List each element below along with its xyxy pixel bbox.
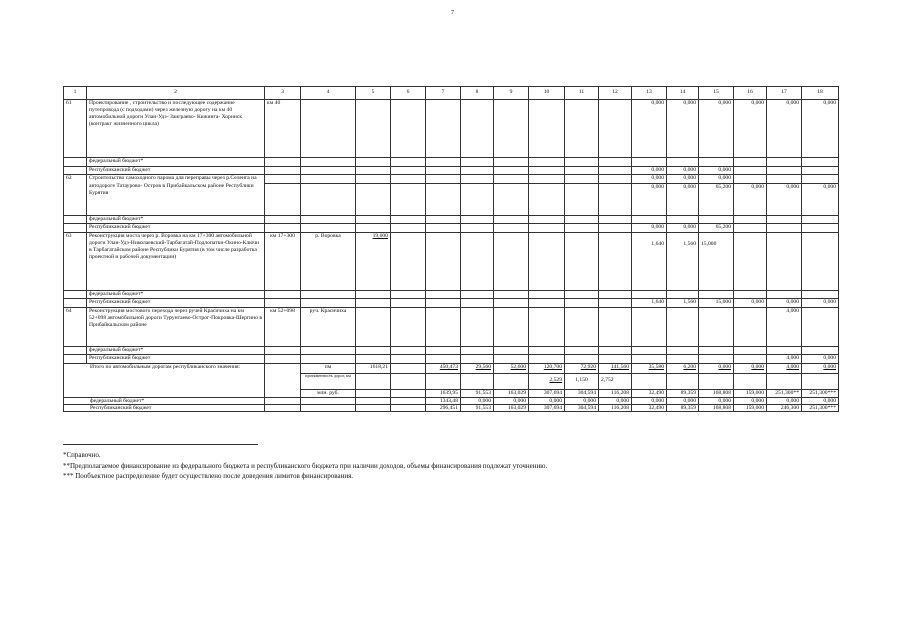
location-cell: км 40	[265, 100, 301, 158]
table-row	[64, 299, 839, 308]
header-cell: 13	[632, 87, 667, 100]
value-cell: 307,694	[529, 405, 565, 412]
budget-label: федеральный бюджет*	[87, 215, 265, 224]
header-cell: 17	[767, 87, 802, 100]
table-row	[64, 158, 839, 167]
header-cell: 6	[391, 87, 426, 100]
budget-label: Республиканский бюджет	[64, 405, 265, 412]
value-cell: 0,000	[667, 183, 699, 215]
value-cell: 0,000	[767, 299, 802, 308]
budget-label: федеральный бюджет*	[87, 346, 265, 355]
page-number: 7	[451, 10, 454, 16]
table-row	[64, 355, 839, 364]
budget-label: федеральный бюджет*	[64, 398, 265, 405]
value-cell: 0,000	[734, 299, 767, 308]
value-cell: 159,000	[734, 405, 767, 412]
table-row	[64, 100, 839, 158]
header-cell: 7	[426, 87, 461, 100]
value-cell: 296,451	[426, 405, 461, 412]
table-row	[64, 175, 839, 184]
value-cell: 0,000	[699, 363, 734, 373]
value-cell: 65,200	[699, 224, 734, 233]
value-cell: 1639,95	[426, 389, 461, 398]
value-cell: 251,300***	[802, 405, 839, 412]
value-cell: 0,000	[767, 100, 802, 158]
value-cell: 0,000	[494, 398, 529, 405]
footnote-divider	[63, 444, 258, 445]
value-cell: 0,000	[632, 183, 667, 215]
object-name: Строительство самоходного парома для переправы через р.Селенга на автодороге Татаурово- Остров в Прибайкальском районе Республики Бурятия	[87, 175, 265, 216]
budget-label: Республиканский бюджет	[87, 355, 265, 364]
value-cell: 2,529	[529, 373, 565, 389]
value-cell: 6,200	[667, 363, 699, 373]
value-cell: 120,700	[529, 363, 565, 373]
row-number: 62	[64, 175, 87, 216]
budget-label: Республиканский бюджет	[87, 166, 265, 175]
financing-table	[63, 86, 839, 412]
table-row	[64, 290, 839, 299]
length-cell: 19,000	[356, 232, 391, 290]
value-cell: 15,000	[699, 299, 734, 308]
value-cell: 1,150	[565, 373, 599, 389]
header-cell: 2	[87, 87, 265, 100]
river-cell: руч. Красичиха	[301, 307, 356, 346]
value-cell: 246,300	[767, 405, 802, 412]
total-row	[64, 363, 839, 373]
value-cell: 0,000	[734, 183, 767, 215]
total-length: 1618,21	[356, 363, 391, 373]
value-cell: 251,300***	[802, 389, 839, 398]
value-cell: 15,000	[699, 232, 734, 290]
value-cell: 0,000	[802, 183, 839, 215]
unit-cell: млн. руб.	[301, 389, 356, 398]
value-cell: 89,359	[667, 389, 699, 398]
value-cell: 32,490	[632, 389, 667, 398]
object-name: Реконструкция мостового перехода через ручей Красичиха на км 52+098 автомобильной дороги Турунтаево-Острог-Покровка-Шергино в Прибайкальском районе	[87, 307, 265, 346]
value-cell: 0,000	[667, 224, 699, 233]
value-cell: 4,000	[767, 363, 802, 373]
value-cell: 159,000	[734, 389, 767, 398]
value-cell: 29,560	[461, 363, 494, 373]
value-cell: 0,000	[632, 166, 667, 175]
value-cell: 450,473	[426, 363, 461, 373]
header-cell: 12	[599, 87, 632, 100]
header-cell: 3	[265, 87, 301, 100]
value-cell: 141,560	[599, 363, 632, 373]
value-cell: 35,580	[632, 363, 667, 373]
location-cell: км 52+098	[265, 307, 301, 346]
value-cell: 0,000	[667, 100, 699, 158]
table-row	[64, 224, 839, 233]
value-cell: 0,000	[461, 398, 494, 405]
header-cell: 16	[734, 87, 767, 100]
total-label: Итого по автомобильным дорогам республиканского значения:	[64, 363, 265, 398]
header-cell: 5	[356, 87, 391, 100]
object-name: Реконструкция моста через р. Воровка на км 17+300 автомобильной дороги Улан-Удэ-Николаевский-Тарбагатай-Подлопатки-Окино-Ключи в Тарбагатайском районе Республики Бурятия (в том числе разработка проектной и рабочей документации)	[87, 232, 265, 290]
value-cell: 304,594	[565, 389, 599, 398]
value-cell: 0,000	[632, 175, 667, 184]
unit-cell: пм	[301, 363, 356, 373]
header-cell: 10	[529, 87, 565, 100]
header-cell: 4	[301, 87, 356, 100]
header-cell: 8	[461, 87, 494, 100]
table-row	[64, 346, 839, 355]
value-cell: 0,000	[667, 398, 699, 405]
value-cell: 0,000	[699, 100, 734, 158]
total-republic-row	[64, 405, 839, 412]
value-cell: 1343,48	[426, 398, 461, 405]
value-cell: 251,300**	[767, 389, 802, 398]
value-cell: 163,029	[494, 389, 529, 398]
value-cell: 0,000	[802, 363, 839, 373]
value-cell: 1,560	[667, 232, 699, 290]
value-cell: 0,000	[699, 175, 734, 184]
value-cell: 72,920	[565, 363, 599, 373]
value-cell: 0,000	[802, 355, 839, 364]
header-cell: 15	[699, 87, 734, 100]
value-cell: 4,000	[767, 307, 802, 346]
unit-cell: протяженность дорог, км	[301, 373, 356, 389]
location-cell: км 17+300	[265, 232, 301, 290]
value-cell: 4,000	[767, 355, 802, 364]
table-row	[64, 307, 839, 346]
value-cell: 0,000	[734, 100, 767, 158]
value-cell: 0,000	[734, 363, 767, 373]
value-cell: 0,000	[667, 175, 699, 184]
value-cell: 0,000	[632, 398, 667, 405]
value-cell: 0,000	[802, 398, 839, 405]
footnote: *** Пообъектное распределение будет осуществлено после доведения лимитов финансирования.	[63, 472, 354, 480]
value-cell: 0,000	[767, 398, 802, 405]
value-cell: 307,694	[529, 389, 565, 398]
footnote: **Предполагаемое финансирование из федерального бюджета и республиканского бюджета при наличии доходов, объемы финансирования подлежат уточнению.	[63, 461, 548, 470]
value-cell: 91,553	[461, 405, 494, 412]
budget-label: федеральный бюджет*	[87, 158, 265, 167]
row-number: 64	[64, 307, 87, 346]
value-cell: 52,600	[494, 363, 529, 373]
value-cell: 32,490	[632, 405, 667, 412]
value-cell: 0,000	[632, 224, 667, 233]
river-cell: р. Воровка	[301, 232, 356, 290]
value-cell: 0,000	[734, 398, 767, 405]
object-name: Проектирование , строительство и последующее содержание путепровода (с подходами) через железную дорогу на км 40 автомобильной дороги Улан-Удэ- Заиграево- Кижинга- Хоринск (контракт жизненного цикла)	[87, 100, 265, 158]
value-cell: 0,000	[802, 299, 839, 308]
value-cell: 91,553	[461, 389, 494, 398]
value-cell: 168,808	[699, 389, 734, 398]
row-number: 61	[64, 100, 87, 158]
value-cell: 1,640	[632, 232, 667, 290]
footnote: *Справочно.	[63, 451, 101, 459]
value-cell: 0,000	[699, 398, 734, 405]
total-federal-row	[64, 398, 839, 405]
value-cell: 116,208	[599, 389, 632, 398]
table-row	[64, 215, 839, 224]
header-cell: 14	[667, 87, 699, 100]
value-cell: 0,000	[632, 100, 667, 158]
value-cell: 168,808	[699, 405, 734, 412]
value-cell: 0,000	[667, 166, 699, 175]
value-cell: 0,000	[699, 166, 734, 175]
table-row	[64, 232, 839, 290]
value-cell: 0,000	[802, 100, 839, 158]
value-cell: 304,594	[565, 405, 599, 412]
budget-label: Республиканский бюджет	[87, 299, 265, 308]
header-cell: 1	[64, 87, 87, 100]
value-cell: 89,359	[667, 405, 699, 412]
value-cell: 0,000	[767, 183, 802, 215]
value-cell: 65,200	[699, 183, 734, 215]
header-cell: 11	[565, 87, 599, 100]
budget-label: федеральный бюджет*	[87, 290, 265, 299]
value-cell: 1,640	[632, 299, 667, 308]
value-cell: 163,029	[494, 405, 529, 412]
value-cell: 0,000	[565, 398, 599, 405]
budget-label: Республиканский бюджет	[87, 224, 265, 233]
row-number: 63	[64, 232, 87, 290]
value-cell: 0,000	[529, 398, 565, 405]
value-cell: 2,752	[599, 373, 632, 389]
header-row	[64, 87, 839, 100]
value-cell: 0,000	[599, 398, 632, 405]
value-cell: 1,560	[667, 299, 699, 308]
table-row	[64, 166, 839, 175]
header-cell: 9	[494, 87, 529, 100]
footnotes	[63, 450, 547, 482]
value-cell: 116,208	[599, 405, 632, 412]
header-cell: 18	[802, 87, 839, 100]
